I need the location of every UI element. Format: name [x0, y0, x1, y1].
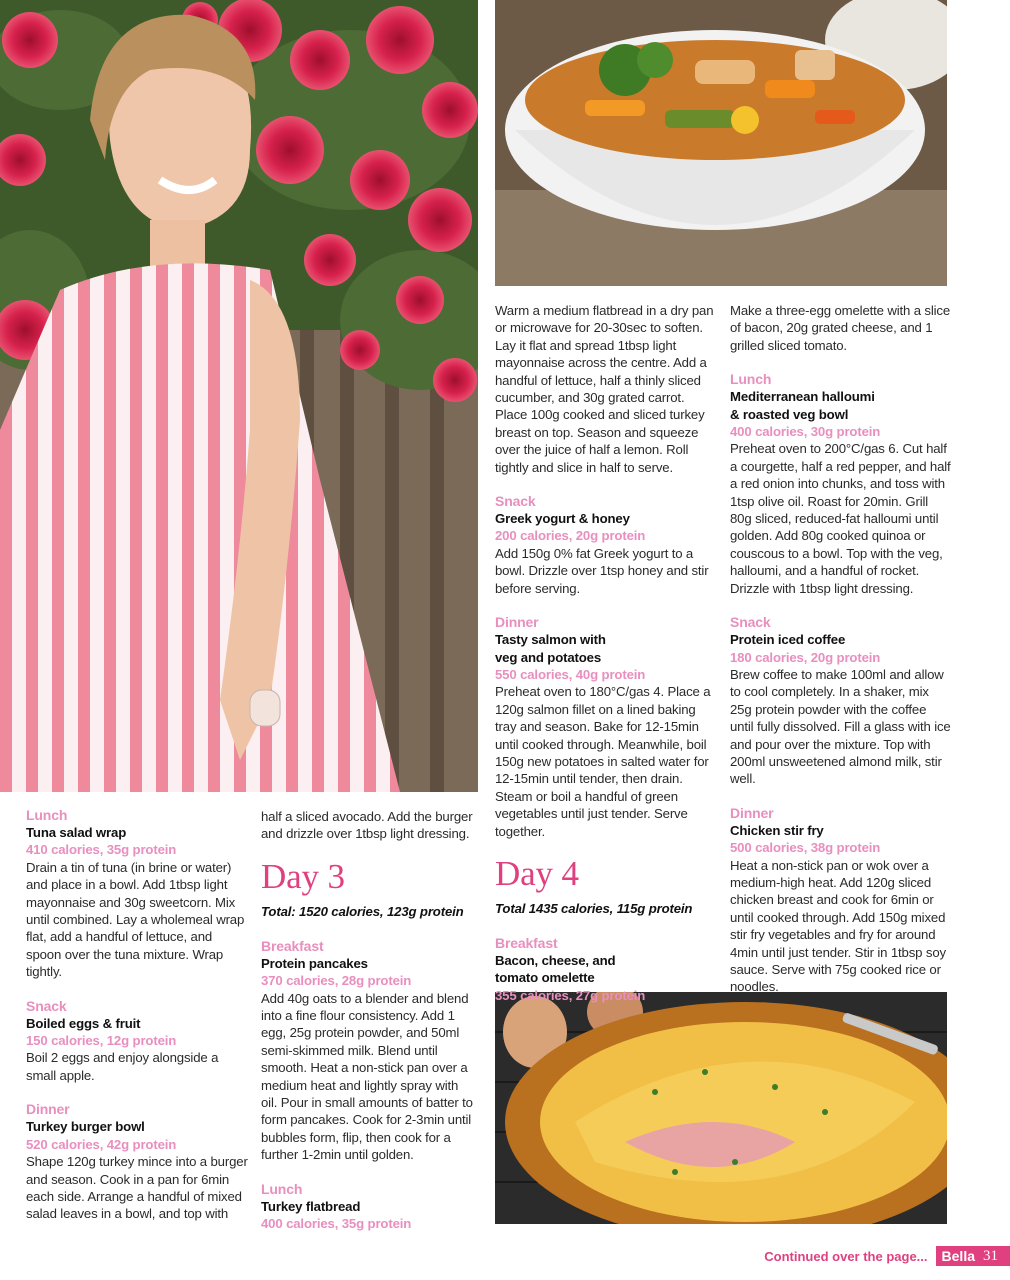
meal-method: Preheat oven to 180°C/gas 4. Place a 120g salmon fillet on a lined baking tray and season. Bake for 12-15min until cooked through. Meanwhile, boil 150g new potatoes in salted water for 12-15min until tender, then drain. Steam or boil a handful of green vegetables until just tender. Serve together.	[495, 684, 711, 839]
meal-calories: 400 calories, 35g protein	[261, 1216, 412, 1232]
meal-label: Dinner	[495, 614, 539, 631]
meal-label: Lunch	[730, 371, 772, 388]
meal-method: Drain a tin of tuna (in brine or water) and place in a bowl. Add 1tbsp light mayonnaise and 30g sweetcorn. Mix until combined. Lay a wholemeal wrap flat, add a handful of lettuce, and spoon over the tuna mixture. Wrap tightly.	[26, 859, 245, 980]
continued-method: Warm a medium flatbread in a dry pan or microwave for 20-30sec to soften. Lay it flat and spread 1tbsp light mayonnaise across the centre. Add a handful of lettuce, half a thinly sliced cucumber, and 30g grated carrot. Place 100g cooked and sliced turkey breast on top. Season and squeeze over the juice of half a lemon. Roll tightly and slice in half to serve.	[495, 303, 714, 475]
meal-title: Boiled eggs & fruit	[26, 1015, 141, 1031]
woman-photo	[0, 0, 478, 792]
meal-method: Add 150g 0% fat Greek yogurt to a bowl. Drizzle over 1tsp honey and stir before serving.	[495, 545, 709, 596]
meal-label: Lunch	[26, 807, 68, 823]
meal-snack	[730, 613, 952, 788]
day-heading: Day 4	[495, 853, 579, 893]
omelette-photo	[495, 992, 947, 1224]
meal-title-line-1: Tasty salmon with	[495, 632, 606, 648]
meal-lunch	[730, 370, 952, 597]
day-total: Total: 1520 calories, 123g protein	[261, 903, 464, 919]
meal-title: Protein iced coffee	[730, 632, 846, 648]
continued-link: Continued over the page...	[764, 1248, 928, 1264]
meal-breakfast	[261, 937, 473, 1164]
meal-label: Breakfast	[495, 934, 558, 951]
meal-method: Brew coffee to make 100ml and allow to cool completely. In a shaker, mix 25g protein powder with the coffee until fully dissolved. Fill a glass with ice and pour over the mixture. Top with 200ml unsweetened almond milk, stir well.	[730, 666, 951, 787]
meal-title-line-1: Bacon, cheese, and	[495, 952, 616, 968]
column-4	[730, 302, 952, 996]
meal-dinner	[26, 1100, 248, 1222]
meal-breakfast	[495, 934, 717, 1004]
meal-label: Dinner	[26, 1101, 70, 1118]
meal-label: Snack	[730, 614, 771, 631]
continued-method: Make a three-egg omelette with a slice of bacon, 20g grated cheese, and 1 grilled sliced tomato.	[730, 303, 951, 353]
column-3	[495, 302, 717, 1004]
magazine-logo: Bella	[936, 1246, 981, 1266]
meal-method: Heat a non-stick pan or wok over a medium-high heat. Add 120g sliced chicken breast and cook for 6min or until cooked through. Add 150g mixed stir fry vegetables and fry for around 4min until just tender. Stir in 1tbsp soy sauce. Serve with 75g cooked rice or noodles.	[730, 857, 946, 995]
meal-title-line-2: veg and potatoes	[495, 649, 602, 665]
meal-calories: 180 calories, 20g protein	[730, 649, 881, 665]
meal-dinner	[730, 804, 952, 996]
meal-calories: 200 calories, 20g protein	[495, 528, 646, 544]
meal-lunch	[261, 1180, 473, 1233]
meal-dinner	[495, 613, 717, 840]
column-2	[261, 808, 473, 1233]
meal-method: Add 40g oats to a blender and blend into a fine flour consistency. Add 1 egg, 25g protein powder, and 50ml semi-skimmed milk. Blend until smooth. Heat a non-stick pan over a medium heat and lightly spray with oil. Pour in small amounts of batter to form pancakes. Cook for 2-3min until bubbles form, flip, then cook for a further 1-2min until golden.	[261, 990, 473, 1163]
meal-title-line-1: Mediterranean halloumi	[730, 389, 875, 405]
meal-title: Greek yogurt & honey	[495, 511, 630, 527]
page-number: 31	[981, 1246, 1010, 1266]
meal-title-line-2: & roasted veg bowl	[730, 406, 849, 422]
meal-snack	[26, 997, 248, 1085]
meal-calories: 550 calories, 40g protein	[495, 666, 646, 682]
page-footer	[764, 1246, 1010, 1266]
meal-title: Turkey flatbread	[261, 1198, 361, 1214]
continued-method: half a sliced avocado. Add the burger and drizzle over 1tbsp light dressing.	[261, 809, 473, 842]
meal-title: Chicken stir fry	[730, 822, 824, 838]
meal-calories: 355 calories, 27g protein	[495, 987, 646, 1003]
meal-calories: 410 calories, 35g protein	[26, 842, 177, 858]
column-1	[26, 806, 248, 1223]
meal-title: Turkey burger bowl	[26, 1119, 145, 1135]
meal-label: Snack	[26, 997, 67, 1014]
meal-label: Lunch	[261, 1180, 303, 1197]
meal-label: Snack	[495, 493, 536, 510]
meal-calories: 370 calories, 28g protein	[261, 973, 412, 989]
meal-method: Shape 120g turkey mince into a burger and season. Cook in a pan for 6min each side. Arrange a handful of mixed salad leaves in a bowl, and top with	[26, 1154, 248, 1222]
meal-calories: 150 calories, 12g protein	[26, 1033, 177, 1049]
meal-title: Tuna salad wrap	[26, 825, 127, 840]
meal-title: Protein pancakes	[261, 955, 368, 971]
meal-label: Breakfast	[261, 937, 324, 954]
day-total: Total 1435 calories, 115g protein	[495, 900, 693, 916]
meal-lunch	[26, 806, 248, 981]
meal-snack	[495, 492, 717, 597]
meal-title-line-2: tomato omelette	[495, 970, 595, 986]
stirfry-photo	[495, 0, 947, 286]
meal-label: Dinner	[730, 804, 774, 821]
day-heading: Day 3	[261, 856, 345, 896]
meal-method: Boil 2 eggs and enjoy alongside a small apple.	[26, 1050, 219, 1083]
meal-calories: 500 calories, 38g protein	[730, 840, 881, 856]
meal-method: Preheat oven to 200°C/gas 6. Cut half a courgette, half a red pepper, and half a red onion into chunks, and toss with 1tsp olive oil. Roast for 20min. Grill 80g sliced, reduced-fat halloumi until golden. Add 80g cooked quinoa or couscous to a bowl. Top with the veg, halloumi, and a handful of rocket. Drizzle with 1tbsp light dressing.	[730, 441, 951, 596]
meal-calories: 400 calories, 30g protein	[730, 424, 881, 440]
meal-calories: 520 calories, 42g protein	[26, 1136, 177, 1152]
